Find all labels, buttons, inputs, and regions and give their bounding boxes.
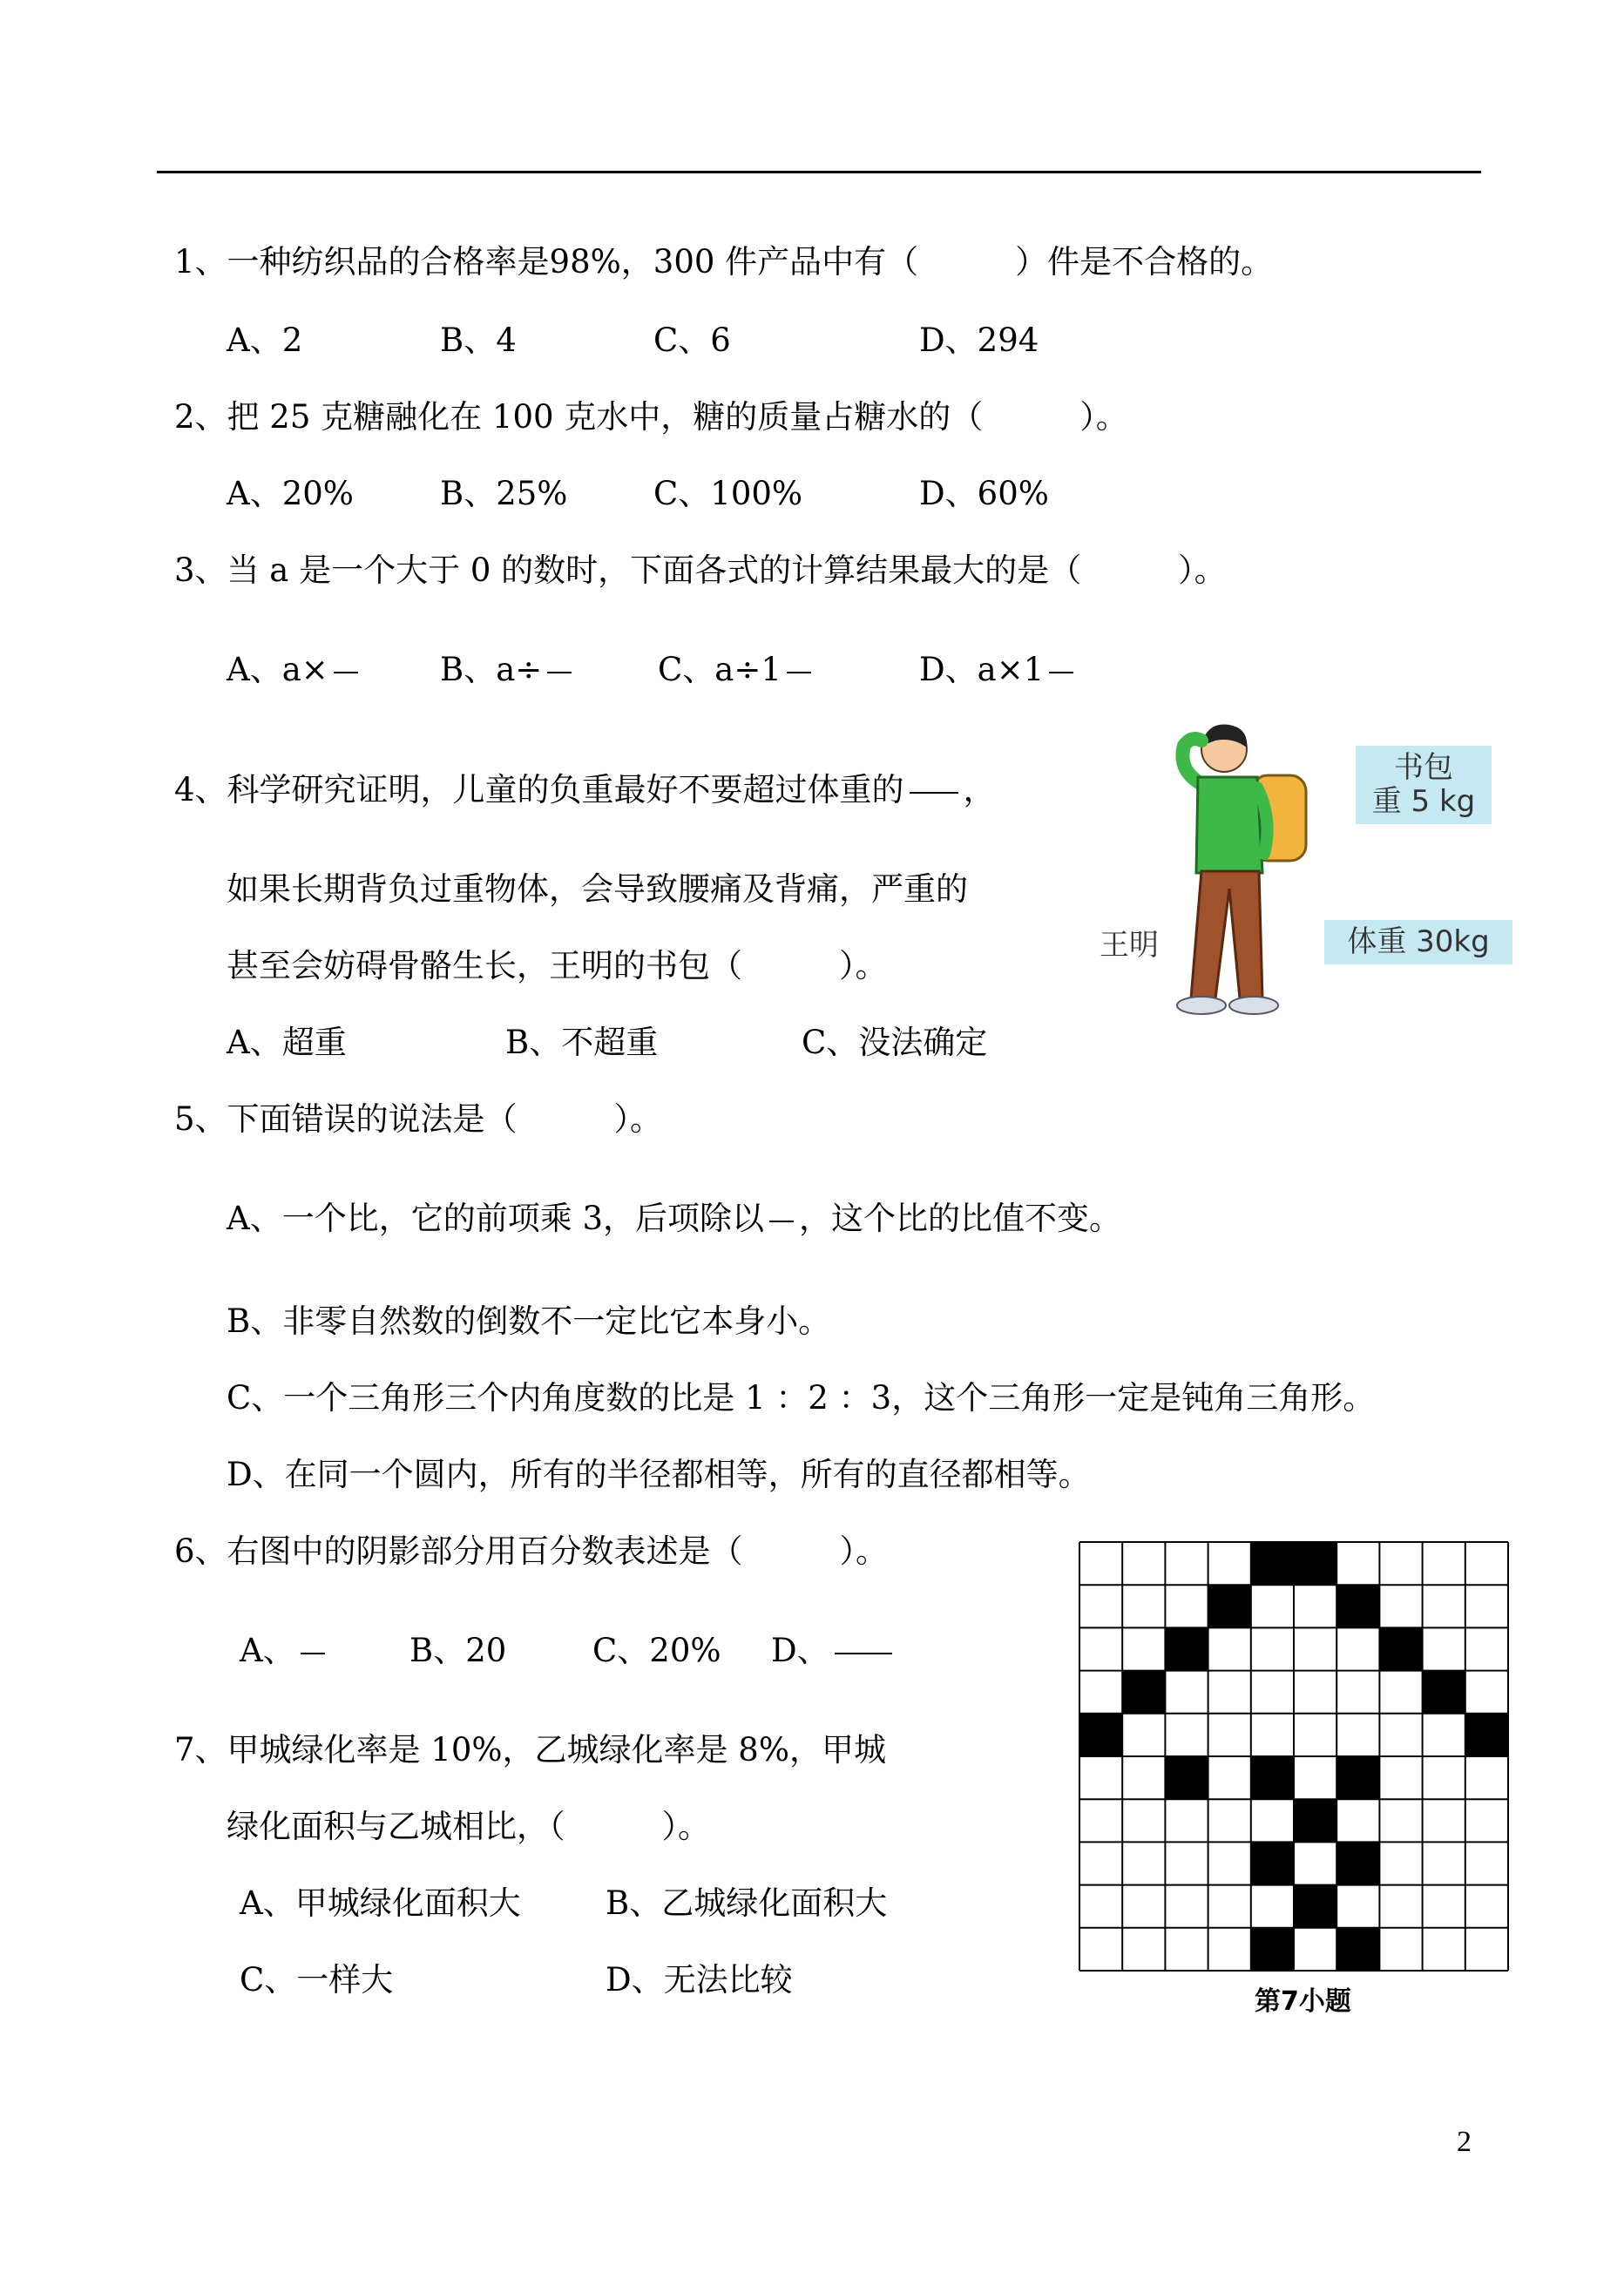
question-6: 6、右图中的阴影部分用百分数表述是（ ）。: [174, 1532, 889, 1570]
q2-option-d: D、60%: [919, 475, 1049, 512]
q1-option-b: B、4: [440, 321, 517, 359]
q3-option-b: B、a÷: [440, 653, 577, 686]
shaded-cell: [1336, 1585, 1379, 1627]
shaded-cell: [1251, 1928, 1294, 1971]
fraction-bar: [301, 1653, 325, 1654]
q1-option-d: D、294: [919, 321, 1039, 359]
q6-option-a: A、: [240, 1634, 330, 1667]
shaded-cell: [1251, 1842, 1294, 1884]
shaded-cell: [1379, 1627, 1422, 1670]
shaded-cell: [1336, 1928, 1379, 1971]
q5-option-c: C、一个三角形三个内角度数的比是 1 ：2 ：3，这个三角形一定是钝角三角形。: [227, 1379, 1376, 1417]
q2-option-c: C、100%: [653, 475, 803, 512]
grid-svg: [1078, 1540, 1510, 1972]
header-rule: [157, 171, 1481, 173]
shaded-cell: [1294, 1885, 1336, 1928]
q7-option-d: D、无法比较: [606, 1961, 793, 1999]
question-7-line-2: 绿化面积与乙城相比，（ ）。: [227, 1808, 710, 1845]
question-4-line-3: 甚至会妨碍骨骼生长，王明的书包（ ）。: [227, 947, 888, 984]
shaded-cell: [1336, 1842, 1379, 1884]
q2-option-a: A、20%: [227, 475, 354, 512]
q5-option-d: D、在同一个圆内，所有的半径都相等，所有的直径都相等。: [227, 1456, 1091, 1493]
shaded-grid-figure: [1078, 1540, 1510, 1972]
shaded-cell: [1122, 1671, 1165, 1714]
fraction-bar: [334, 672, 358, 673]
shaded-cell: [1294, 1542, 1336, 1585]
page-number: 2: [1457, 2126, 1472, 2158]
shaded-cell: [1251, 1542, 1294, 1585]
q4-option-a: A、超重: [227, 1024, 347, 1061]
q7-option-b: B、乙城绿化面积大: [606, 1884, 888, 1922]
fraction-bar: [787, 672, 811, 673]
fraction-bar: [769, 1221, 794, 1222]
question-4-line-1: 4、科学研究证明，儿童的负重最好不要超过体重的 ，: [174, 771, 996, 808]
q3-option-a: A、a×: [227, 653, 363, 686]
q4-option-c: C、没法确定: [802, 1024, 988, 1061]
question-7-line-1: 7、甲城绿化率是 10%，乙城绿化率是 8%，甲城: [174, 1731, 886, 1769]
q3-option-c: C、a÷1: [658, 653, 816, 686]
q4-option-b: B、不超重: [505, 1024, 659, 1061]
shaded-cell: [1465, 1714, 1508, 1756]
q2-option-b: B、25%: [440, 475, 568, 512]
bag-weight-label: 书包 重 5 kg: [1356, 746, 1492, 824]
question-2: 2、把 25 克糖融化在 100 克水中，糖的质量占糖水的（ ）。: [174, 398, 1128, 436]
shaded-cell: [1165, 1627, 1208, 1670]
q5-option-b: B、非零自然数的倒数不一定比它本身小。: [227, 1302, 831, 1340]
body-weight-label: 体重 30kg: [1324, 920, 1512, 964]
student-name-label: 王明: [1100, 928, 1159, 963]
shaded-cell: [1336, 1756, 1379, 1799]
q7-option-c: C、一样大: [240, 1961, 394, 1999]
question-1: 1、一种纺织品的合格率是98%，300 件产品中有（ ）件是不合格的。: [174, 243, 1274, 281]
question-4-line-2: 如果长期背负过重物体，会导致腰痛及背痛，严重的: [227, 870, 968, 908]
q1-option-c: C、6: [653, 321, 731, 359]
shaded-cell: [1165, 1756, 1208, 1799]
q6-option-b: B、20: [409, 1632, 507, 1669]
fraction-bar: [835, 1653, 892, 1654]
question-3: 3、当 a 是一个大于 0 的数时，下面各式的计算结果最大的是（ ）。: [174, 551, 1227, 589]
q3-option-d: D、a×1: [919, 653, 1079, 686]
shaded-cell: [1208, 1585, 1251, 1627]
shaded-cell: [1079, 1714, 1122, 1756]
q1-option-a: A、2: [227, 321, 303, 359]
fraction-bar: [547, 672, 572, 673]
shaded-cell: [1423, 1671, 1465, 1714]
fraction-bar: [1049, 672, 1073, 673]
q7-option-a: A、甲城绿化面积大: [240, 1884, 521, 1922]
shaded-cell: [1294, 1799, 1336, 1842]
q5-option-a: A、一个比，它的前项乘 3，后项除以 ，这个比的比值不变。: [227, 1200, 1122, 1237]
shaded-cell: [1251, 1756, 1294, 1799]
q6-option-c: C、20%: [592, 1632, 721, 1669]
grid-caption: 第7小题: [1255, 1986, 1351, 2017]
q6-option-d: D、: [771, 1634, 897, 1667]
fraction-bar: [910, 792, 958, 794]
question-5: 5、下面错误的说法是（ ）。: [174, 1100, 663, 1138]
